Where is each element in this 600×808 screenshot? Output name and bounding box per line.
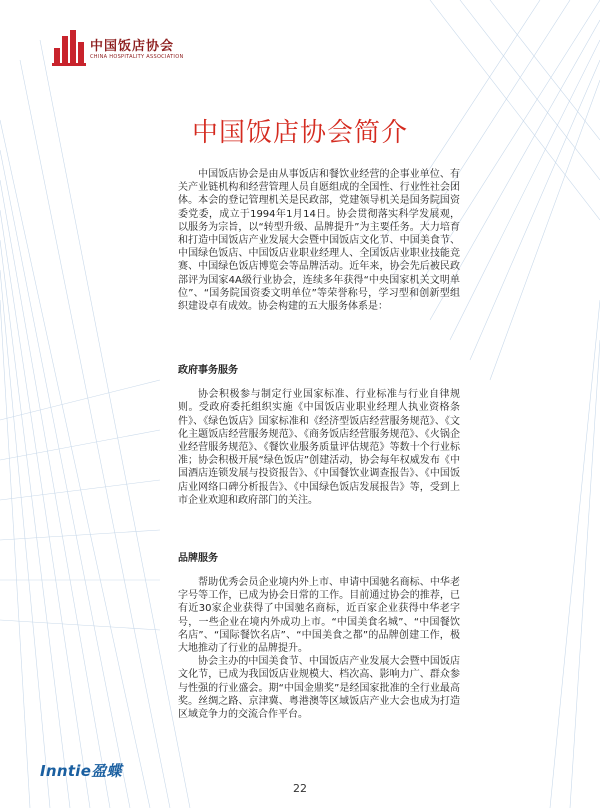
section-brand-paragraph-2: 协会主办的中国美食节、中国饭店产业发展大会暨中国饭店文化节，已成为我国饭店业规模大、档次高、影响力广、群众参与性强的行业盛会。期“中国金鼎奖”是经国家批准的全行业最高奖。丝绸之路、京津冀、粤港澳等区域饭店产业大会也成为打造区域竞争力的交流合作平台。	[178, 656, 460, 721]
logo-name-en: CHINA HOSPITALITY ASSOCIATION	[90, 54, 184, 60]
section-brand-paragraph-1: 帮助优秀会员企业境内外上市、申请中国驰名商标、中华老字号等工作，已成为协会日常的工作。目前通过协会的推荐，已有近30家企业获得了中国驰名商标，近百家企业获得中华老字号，一些企业在境内外成功上市。“中国美食名城”、“中国餐饮名店”、“国际餐饮名店”、“中国美食之都”的品牌创建工作，极大地推动了行业的品牌提升。	[178, 577, 460, 655]
logo-name-cn: 中国饭店协会	[90, 39, 175, 54]
article-body	[178, 168, 460, 721]
section-government-paragraph: 协会积极参与制定行业国家标准、行业标准与行业自律规则。受政府委托组织实施《中国饭店业职业经理人执业资格条件》、《绿色饭店》国家标准和《经济型饭店经营服务规范》、《文化主题饭店经营服务规范》、《商务饭店经营服务规范》、《火锅企业经营服务规范》、《餐饮业服务质量评估规范》等数十个行业标准；协会积极开展“绿色饭店”创建活动，协会每年权威发布《中国酒店连锁发展与投资报告》、《中国餐饮业调查报告》、《中国饭店业网络口碑分析报告》、《中国绿色饭店发展报告》等，受到上市企业欢迎和政府部门的关注。	[178, 389, 460, 506]
association-logo	[52, 28, 202, 68]
footer-brand-logo: Inntie盈蝶	[40, 762, 122, 780]
section-heading-brand: 品牌服务	[178, 553, 218, 565]
section-heading-government: 政府事务服务	[178, 365, 238, 377]
intro-paragraph: 中国饭店协会是由从事饭店和餐饮业经营的企事业单位、有关产业链机构和经营管理人员自愿组成的全国性、行业性社会团体。本会的登记管理机关是民政部，党建领导机关是国务院国资委党委，成立于1994年1月14日。协会贯彻落实科学发展观，以服务为宗旨，以“转型升级、品牌提升”为主要任务。大力培育和打造中国饭店产业发展大会暨中国饭店文化节、中国美食节、中国绿色饭店、中国饭店业职业经理人、全国饭店业职业技能竞赛、中国绿色饭店博览会等品牌活动。近年来，协会先后被民政部评为国家4A级行业协会，连续多年获得“中央国家机关文明单位”、“国务院国资委文明单位”等荣誉称号，学习型和创新型组织建设卓有成效。协会构建的五大服务体系是：	[178, 169, 460, 313]
page-title: 中国饭店协会简介	[191, 118, 408, 148]
page-number: 22	[293, 782, 307, 795]
logo-mark-icon	[52, 28, 86, 66]
